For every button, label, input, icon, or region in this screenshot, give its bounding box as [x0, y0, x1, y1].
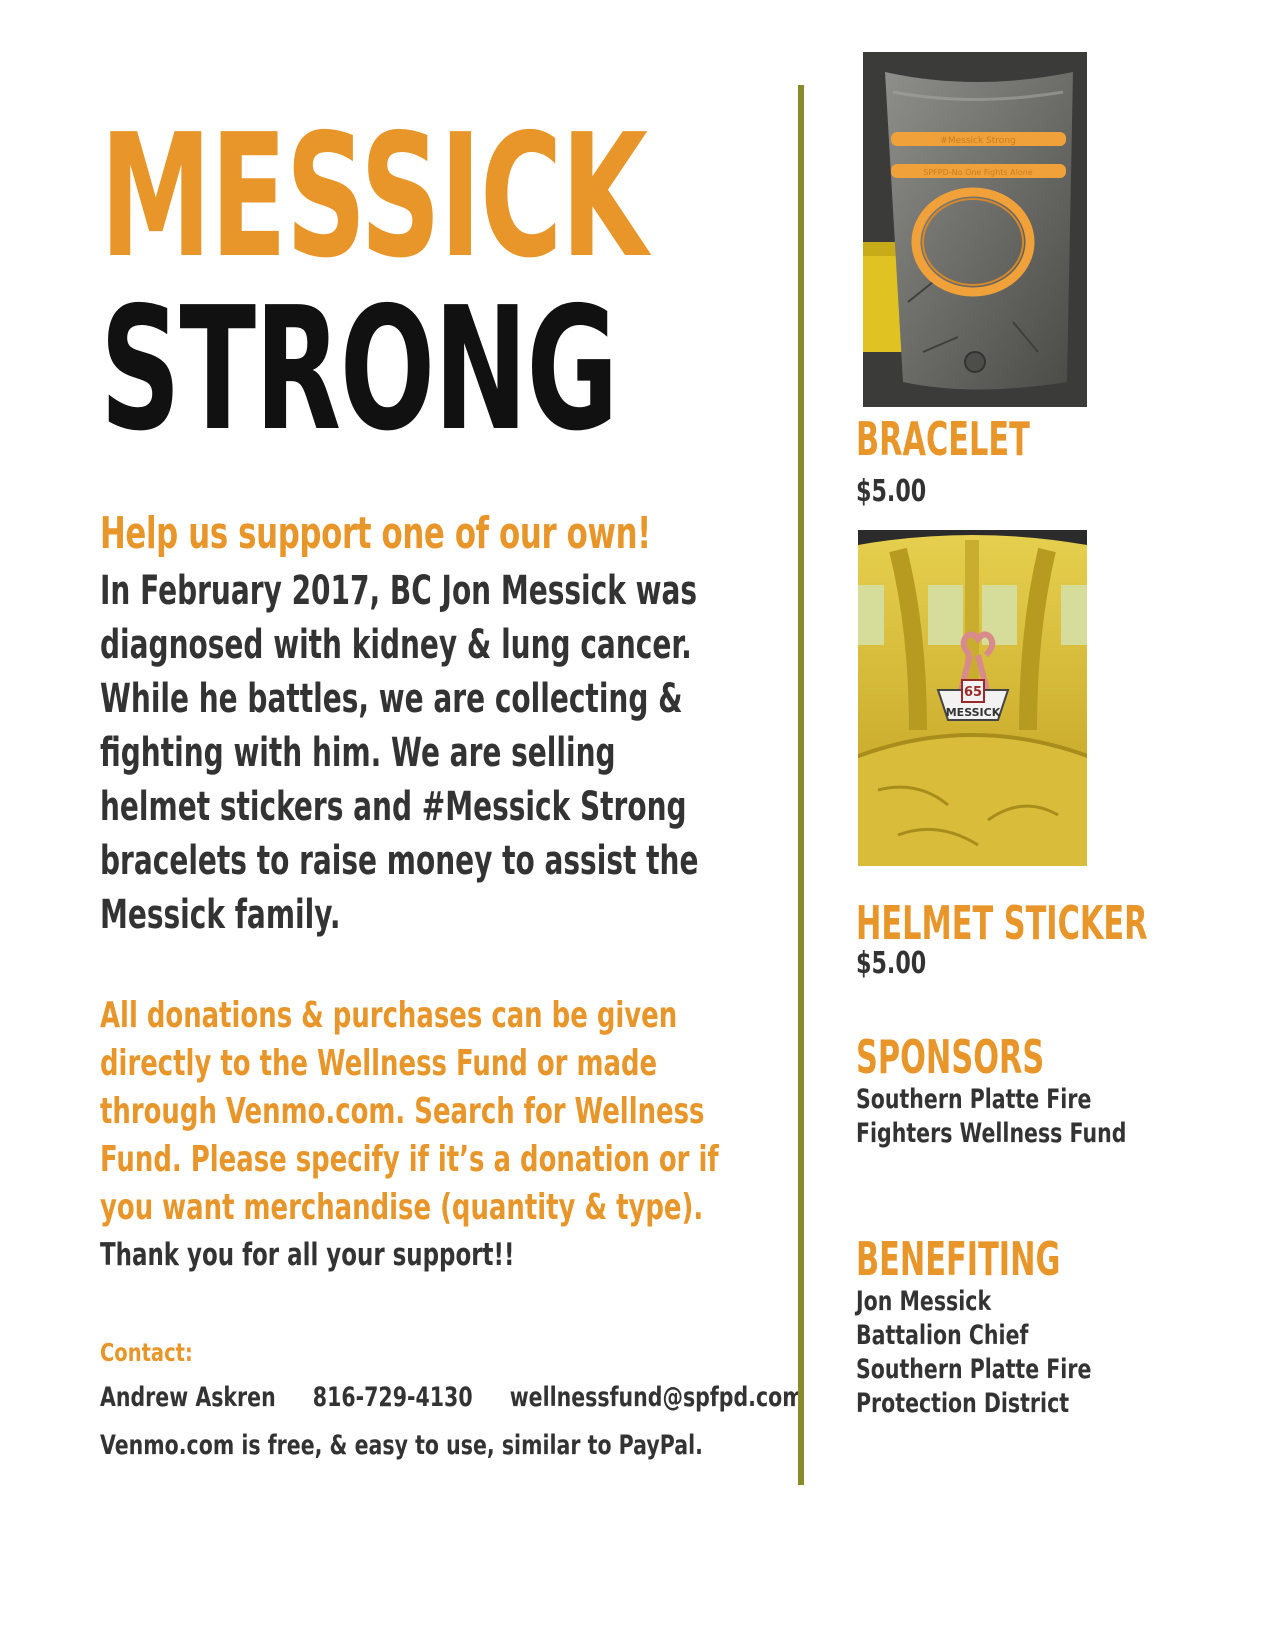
contact-phone: 816-729-4130: [312, 1382, 473, 1413]
thank-you-text: Thank you for all your support!!: [100, 1237, 515, 1273]
bracelet-heading: BRACELET: [856, 412, 1030, 466]
band-text-1: #Messick Strong: [940, 136, 1016, 146]
tagline: Help us support one of our own!: [100, 508, 651, 559]
venmo-note: Venmo.com is free, & easy to use, similar to PayPal.: [100, 1430, 703, 1461]
contact-label: Contact:: [100, 1338, 193, 1367]
story-line: In February 2017, BC Jon Messick was: [100, 568, 698, 614]
sponsors-heading: SPONSORS: [856, 1030, 1045, 1084]
band-text-2: SPFPD-No One Fights Alone: [923, 168, 1033, 177]
sponsor-line: Fighters Wellness Fund: [856, 1118, 1127, 1149]
bracelet-photo: [863, 52, 1087, 407]
story-line: helmet stickers and #Messick Strong: [100, 784, 687, 830]
helmet-sticker-heading: HELMET STICKER: [856, 896, 1148, 950]
benefiting-line: Protection District: [856, 1388, 1070, 1419]
sponsor-line: Southern Platte Fire: [856, 1084, 1092, 1115]
axe-with-bracelets-illustration: [863, 52, 1087, 407]
helmet-illustration: [858, 530, 1087, 866]
benefiting-line: Southern Platte Fire: [856, 1354, 1092, 1385]
story-line: Messick family.: [100, 892, 341, 938]
donation-line: you want merchandise (quantity & type).: [100, 1187, 704, 1228]
story-line: While he battles, we are collecting &: [100, 676, 683, 722]
contact-email[interactable]: wellnessfund@spfpd.com: [509, 1382, 804, 1413]
benefiting-line: Battalion Chief: [856, 1320, 1029, 1351]
helmet-sticker-photo: [858, 530, 1087, 866]
story-line: diagnosed with kidney & lung cancer.: [100, 622, 692, 668]
story-line: bracelets to raise money to assist the: [100, 838, 699, 884]
badge-number: 65: [963, 685, 983, 700]
benefiting-line: Jon Messick: [856, 1286, 992, 1317]
title-strong: STRONG: [100, 271, 618, 469]
contact-details: [100, 1382, 804, 1413]
helmet-sticker-price: $5.00: [856, 946, 927, 981]
badge-name: MESSICK: [945, 706, 1001, 719]
bracelet-price: $5.00: [856, 474, 927, 509]
vertical-divider: [798, 85, 804, 1485]
donation-line: Fund. Please specify if it’s a donation or if: [100, 1139, 719, 1180]
donation-line: directly to the Wellness Fund or made: [100, 1043, 658, 1084]
contact-name: Andrew Askren: [100, 1382, 276, 1413]
story-line: fighting with him. We are selling: [100, 730, 616, 776]
title-messick: MESSICK: [100, 98, 647, 296]
donation-line: through Venmo.com. Search for Wellness: [100, 1091, 705, 1132]
donation-line: All donations & purchases can be given: [100, 995, 678, 1036]
benefiting-heading: BENEFITING: [856, 1232, 1061, 1286]
